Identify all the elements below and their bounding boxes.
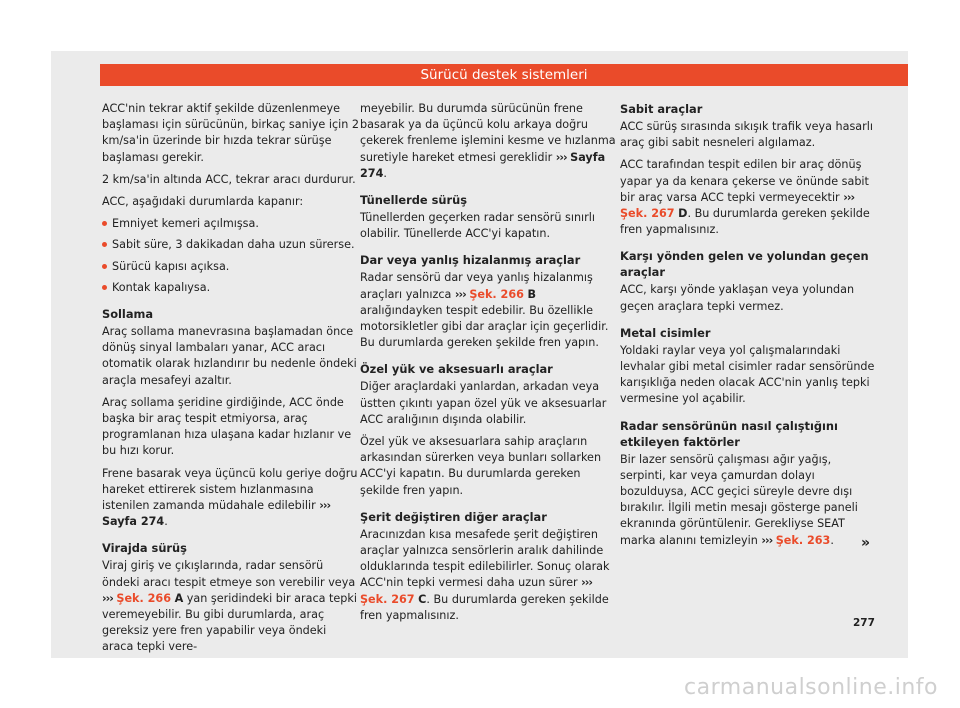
heading-metal: Metal cisimler	[620, 325, 711, 340]
heading-viraj: Virajda sürüş	[102, 541, 187, 556]
paragraph-text: Frene basarak veya üçüncü kolu geriye doğru hareket ettirerek sistem hızlanmasına istenilen zamanda müdahale edilebilir	[102, 466, 358, 513]
bullet-item: Sürücü kapısı açıksa.	[102, 259, 360, 275]
figure-label: C	[418, 592, 427, 606]
paragraph-text: Bu durumlarda gereken şekilde fren yapmalısınız.	[360, 592, 609, 622]
paragraph: ACC'nin tekrar aktif şekilde düzenlenmeye başlaması için sürücünün, birkaç saniye için 2 km/sa'in üzerinde bir hızda tekrar sürüşe başlaması gerekir.	[102, 102, 359, 164]
heading-radar: Radar sensörünün nasıl çalıştığını etkileyen faktörler	[620, 418, 838, 449]
paragraph-text: Bu durumlarda gereken şekilde fren yapmalısınız.	[620, 207, 870, 237]
paragraph-text: meyebilir. Bu durumda sürücünün frene basarak ya da üçüncü kolu arkaya doğru çekerek frenleme işlemini kesme ve hızlanma suretiyle hareket etmesi gereklidir	[360, 102, 616, 164]
bullet-item: Sabit süre, 3 dakikadan daha uzun sürerse.	[102, 237, 360, 253]
paragraph: Özel yük ve aksesuarlara sahip araçların arkasından sürerken veya bunları sollarken ACC'yi kapatın. Bu durumlarda gereken şekilde fren yapın.	[360, 435, 602, 497]
paragraph-text: Viraj giriş ve çıkışlarında, radar sensörü öndeki aracı tespit etmeye son verebilir veya	[102, 559, 356, 589]
paragraph	[360, 270, 618, 351]
figure-label: B	[527, 287, 537, 301]
text-column-2	[360, 101, 618, 630]
paragraph: Frene basarak veya üçüncü kolu geriye doğru hareket ettirerek sistem hızlanmasına istenilen zamanda müdahale edilebilir ››› Sayfa 274.	[102, 466, 358, 529]
figure-label: A	[174, 591, 184, 605]
figure-link[interactable]: Şek. 263	[775, 533, 831, 547]
paragraph: Yoldaki raylar veya yol çalışmalarındaki levhalar gibi metal cisimler radar sensöründe karışıklığa neden olacak ACC'nin yanlış tepki vermesine yol açabilir.	[620, 343, 875, 406]
figure-link[interactable]: Şek. 267	[360, 592, 415, 606]
figure-link[interactable]: Şek. 267	[620, 207, 675, 221]
page-number: 277	[853, 617, 875, 629]
heading-sabit: Sabit araçlar	[620, 102, 703, 116]
paragraph: meyebilir. Bu durumda sürücünün frene basarak ya da üçüncü kolu arkaya doğru çekerek frenleme işlemini kesme ve hızlanma suretiyle hareket etmesi gereklidir ››› Sayfa 274.	[360, 102, 616, 180]
text-column-3	[620, 101, 876, 555]
paragraph: Araç sollama manevrasına başlamadan önce dönüş sinyal lambaları yanar, ACC aracı otomatik olarak hızlandırır bu nedenle öndeki araçla mesafeyi azaltır.	[102, 325, 357, 387]
paragraph: ACC, karşı yönde yaklaşan veya yolundan geçen araçlara tepki vermez.	[620, 283, 855, 313]
section-header: Sürücü destek sistemleri	[100, 64, 908, 86]
paragraph-text: ACC tarafından tespit edilen bir araç dönüş yapar ya da kenara çekerse ve önünde sabit bir araç varsa ACC tepki vermeyecektir	[620, 158, 869, 204]
arrow-icon: ›››	[555, 150, 567, 164]
bullet-item: Kontak kapalıysa.	[102, 280, 360, 296]
arrow-icon: ›››	[843, 190, 855, 204]
arrow-icon: ›››	[319, 499, 331, 513]
arrow-icon: ›››	[102, 591, 113, 605]
paragraph: 2 km/sa'in altında ACC, tekrar aracı durdurur.	[102, 172, 356, 186]
heading-karsi: Karşı yönden gelen ve yolundan geçen araçlar	[620, 249, 869, 280]
figure-link[interactable]: Şek. 266	[116, 591, 171, 605]
heading-sollama: Sollama	[102, 307, 154, 322]
page-link[interactable]: Sayfa 274	[360, 150, 606, 180]
arrow-icon: ›››	[454, 287, 466, 301]
paragraph: ACC tarafından tespit edilen bir araç dönüş yapar ya da kenara çekerse ve önünde sabit bir araç varsa ACC tepki vermeyecektir ››› Şek. 267 D. Bu durumlarda gereken şekilde fren yapmalısınız.	[620, 158, 870, 237]
paragraph-text: Aracınızdan kısa mesafede şerit değiştiren araçlar yalnızca sensörlerin aralık dahilinde olduklarında tespit edilebilirler. Sonuç olarak ACC'nin tepki vermesi daha uzun sürer	[360, 527, 610, 590]
figure-label: D	[678, 207, 688, 221]
figure-link[interactable]: Şek. 266	[469, 287, 524, 301]
heading-serit: Şerit değiştiren diğer araçlar	[360, 509, 547, 524]
paragraph	[102, 558, 360, 655]
paragraph: ACC, aşağıdaki durumlarda kapanır:	[102, 195, 304, 209]
paragraph-text: aralığındayken tespit edebilir. Bu özellikle motorsikletler gibi dar araçlar için geçerlidir. Bu durumlarda gereken şekilde fren yapın.	[360, 303, 609, 350]
page-link[interactable]: Sayfa 274	[102, 515, 165, 529]
paragraph: Araç sollama şeridine girdiğinde, ACC önde başka bir araç tespit etmiyorsa, araç programlanan hıza ulaşana kadar hızlanır ve bu hızı korur.	[102, 395, 352, 458]
paragraph: ACC sürüş sırasında sıkışık trafik veya hasarlı araç gibi sabit nesneleri algılamaz.	[620, 120, 873, 150]
paragraph: Tünellerden geçerken radar sensörü sınırlı olabilir. Tünellerde ACC'yi kapatın.	[360, 211, 595, 241]
paragraph-text: yan şeridindeki bir araca tepki veremeyebilir. Bu gibi durumlarda, araç gereksiz yere fren yapabilir veya öndeki araca tepki vere-	[102, 591, 357, 654]
text-column-1	[102, 101, 360, 662]
arrow-icon: ›››	[581, 576, 593, 590]
heading-ozel: Özel yük ve aksesuarlı araçlar	[360, 362, 553, 377]
footer-watermark: carmanualsonline.info	[684, 675, 938, 700]
paragraph: Aracınızdan kısa mesafede şerit değiştiren araçlar yalnızca sensörlerin aralık dahilinde olduklarında tespit edilebilirler. Sonuç olarak ACC'nin tepki vermesi daha uzun sürer ››› Şek. 267 C. Bu durumlarda gereken şekilde fren yapmalısınız.	[360, 527, 610, 622]
paragraph: Bir lazer sensörü çalışması ağır yağış, serpinti, kar veya çamurdan dolayı bozulduysa, ACC geçici süreyle devre dışı bırakılır. İlgili metin mesajı gösterge paneli ekranında görüntülenir. Gerekliyse SEAT marka alanını temizleyin ››› Şek. 263.	[620, 452, 858, 547]
paragraph: Diğer araçlardaki yanlardan, arkadan veya üstten çıkıntı yapan özel yük ve aksesuarlar ACC aralığının dışında olabilir.	[360, 380, 607, 426]
heading-dar: Dar veya yanlış hizalanmış araçlar	[360, 253, 581, 268]
paragraph-text: Radar sensörü dar veya yanlış hizalanmış araçları yalnızca	[360, 271, 593, 301]
continue-mark-icon: »	[861, 535, 871, 551]
bullet-item: Emniyet kemeri açılmışsa.	[102, 216, 360, 232]
arrow-icon: ›››	[761, 533, 773, 547]
paragraph-text: Bir lazer sensörü çalışması ağır yağış, serpinti, kar veya çamurdan dolayı bozulduysa, ACC geçici süreyle devre dışı bırakılır. İlgili metin mesajı gösterge paneli ekranında görüntülenir. Gerekliyse SEAT marka alanını temizleyin	[620, 452, 858, 547]
heading-tunel: Tünellerde sürüş	[360, 193, 468, 208]
